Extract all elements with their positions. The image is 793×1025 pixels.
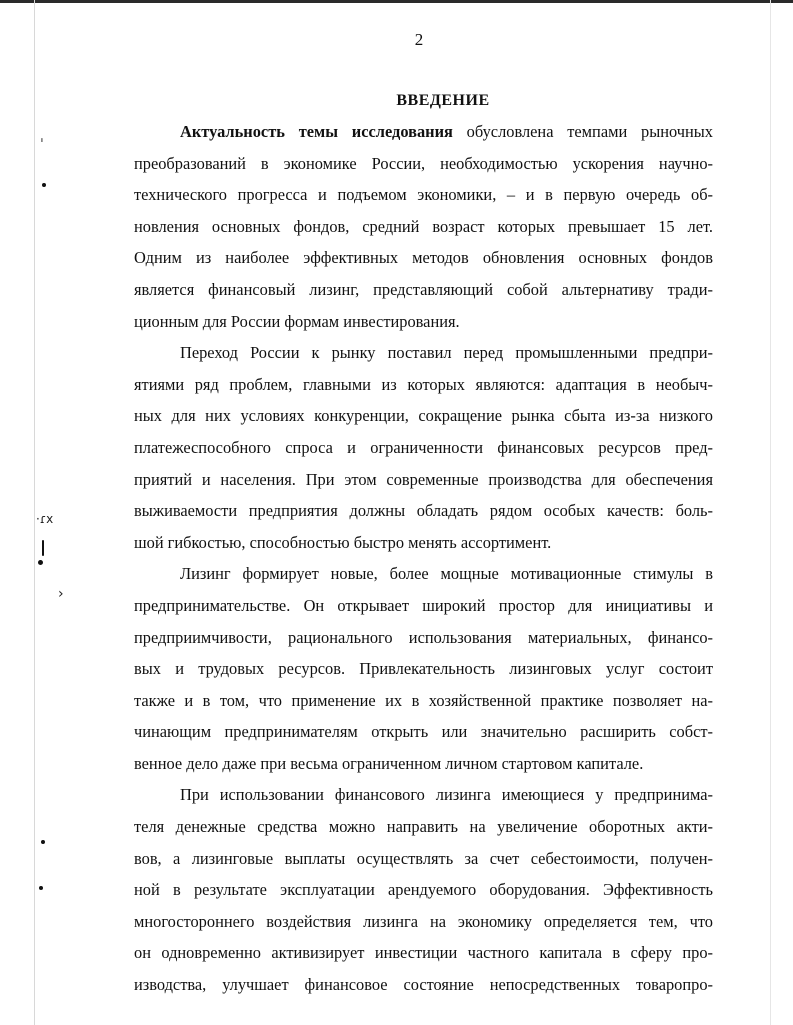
paragraph-line: изводства, улучшает финансовое состояние непосредственных товаропро- <box>134 975 713 995</box>
paragraph-line: предпринимательстве. Он открывает широкий простор для инициативы и <box>134 595 713 615</box>
paragraph-leasing-motivation <box>134 558 713 779</box>
paragraph-line: ционным для России формам инвестирования. <box>134 311 460 331</box>
paragraph-financial-leasing <box>134 779 713 1000</box>
margin-artifact <box>42 183 46 187</box>
paragraph-line: Переход России к рынку поставил перед промышленными предпри- <box>180 343 713 363</box>
paragraph-line: ной в результате эксплуатации арендуемого оборудования. Эффективность <box>134 880 713 900</box>
paragraph-line: выживаемости предприятия должны обладать рядом особых качеств: боль- <box>134 501 713 521</box>
scan-left-edge <box>34 0 35 1025</box>
paragraph-line: приятий и населения. При этом современные производства для обеспечения <box>134 469 713 489</box>
paragraph-line: также и в том, что применение их в хозяйственной практике позволяет на- <box>134 690 713 710</box>
margin-artifact: › <box>58 586 64 602</box>
margin-artifact <box>38 560 43 565</box>
paragraph-relevance <box>134 116 713 337</box>
section-heading: ВВЕДЕНИЕ <box>396 92 490 109</box>
paragraph-line: предприимчивости, рационального использования материальных, финансо- <box>134 627 713 647</box>
paragraph-line: вых и трудовых ресурсов. Привлекательность лизинговых услуг состоит <box>134 659 713 679</box>
margin-artifact: ·ɾx <box>36 512 54 526</box>
paragraph-line <box>134 116 713 148</box>
paragraph-line: вов, а лизинговые выплаты осуществлять за счет себестоимости, получен- <box>134 848 713 868</box>
paragraph-line: теля денежные средства можно направить на увеличение оборотных акти- <box>134 817 713 837</box>
paragraph-line: технического прогресса и подъемом экономики, – и в первую очередь об- <box>134 185 713 205</box>
paragraph-line: многостороннего воздействия лизинга на экономику определяется тем, что <box>134 911 713 931</box>
margin-artifact <box>42 540 44 556</box>
paragraph-line: является финансовый лизинг, представляющий собой альтернативу тради- <box>134 279 713 299</box>
body-text <box>134 116 713 1001</box>
margin-artifact <box>39 886 43 890</box>
paragraph-line: Лизинг формирует новые, более мощные мотивационные стимулы в <box>180 564 713 584</box>
lead-phrase: Актуальность темы исследования <box>180 122 453 141</box>
paragraph-line: новления основных фондов, средний возраст которых превышает 15 лет. <box>134 216 713 236</box>
paragraph-line: Одним из наиболее эффективных методов обновления основных фондов <box>134 248 713 268</box>
margin-artifact <box>41 840 45 844</box>
paragraph-line: шой гибкостью, способностью быстро менять ассортимент. <box>134 532 552 552</box>
paragraph-line: он одновременно активизирует инвестиции частного капитала в сферу про- <box>134 943 713 963</box>
paragraph-line: ятиями ряд проблем, главными из которых являются: адаптация в необыч- <box>134 374 713 394</box>
scan-right-edge <box>770 0 771 1025</box>
margin-artifact: ˌ <box>40 128 44 144</box>
paragraph-line: платежеспособного спроса и ограниченности финансовых ресурсов пред- <box>134 437 713 457</box>
page-number: 2 <box>414 30 424 49</box>
paragraph-line: преобразований в экономике России, необходимостью ускорения научно- <box>134 153 713 173</box>
paragraph-line: чинающим предпринимателям открыть или значительно расширить собст- <box>134 722 713 742</box>
paragraph-line: ных для них условиях конкуренции, сокращение рынка сбыта из-за низкого <box>134 406 713 426</box>
paragraph-transition <box>134 337 713 558</box>
paragraph-line: При использовании финансового лизинга имеющиеся у предпринима- <box>180 785 713 805</box>
scan-top-edge <box>0 0 793 3</box>
paragraph-line: венное дело даже при весьма ограниченном личном стартовом капитале. <box>134 753 644 773</box>
line-text: обусловлена темпами рыночных <box>452 122 713 141</box>
